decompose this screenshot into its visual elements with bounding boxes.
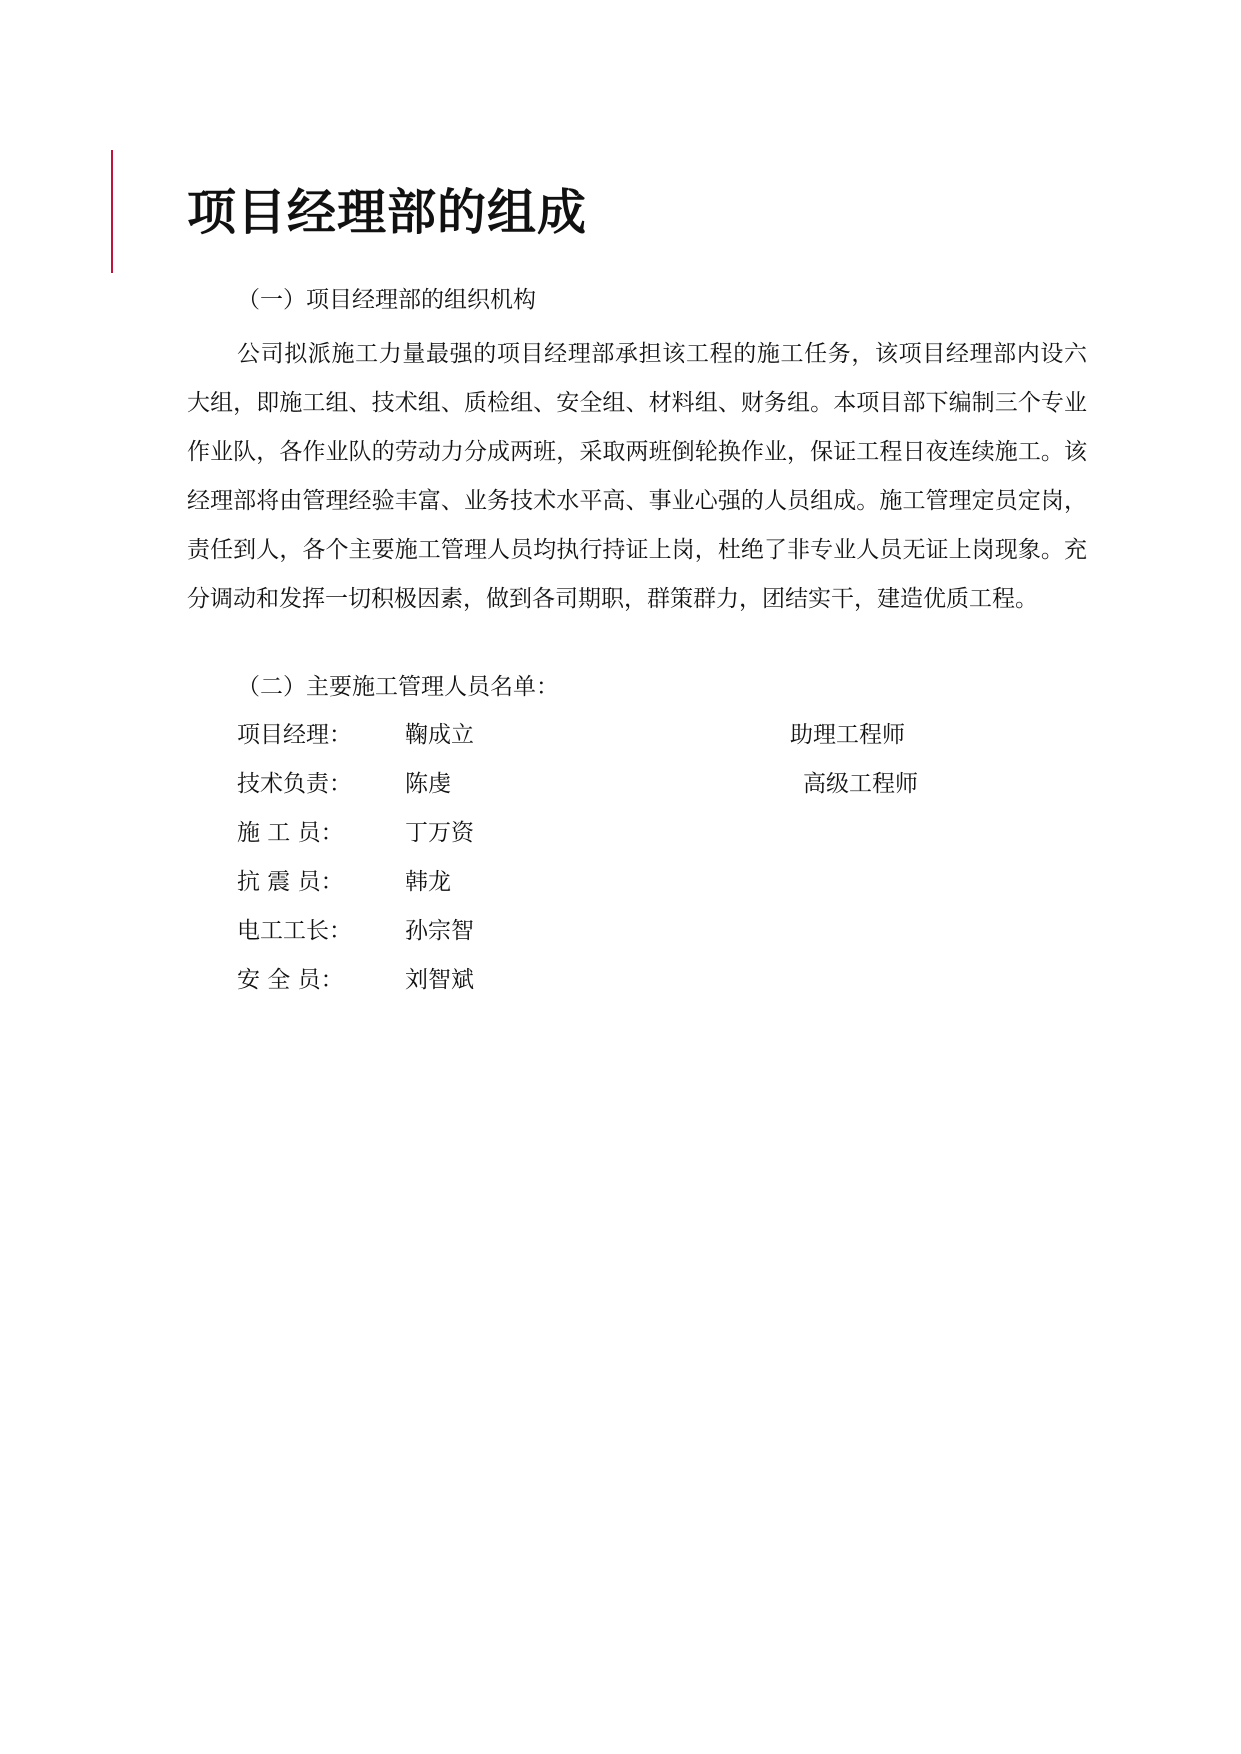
staff-role: 抗 震 员：	[237, 869, 344, 895]
section-heading-staff-list: （二）主要施工管理人员名单：	[237, 674, 559, 700]
staff-grade: 助理工程师	[790, 722, 905, 748]
staff-name: 孙宗智	[405, 918, 474, 944]
margin-accent-rule	[111, 150, 113, 273]
staff-name: 丁万资	[405, 820, 474, 846]
staff-role: 安 全 员：	[237, 967, 344, 993]
staff-name: 韩龙	[405, 869, 451, 895]
section-heading-organization: （一）项目经理部的组织机构	[237, 287, 536, 313]
staff-role: 施 工 员：	[237, 820, 344, 846]
staff-name: 鞠成立	[405, 722, 474, 748]
staff-role: 项目经理：	[237, 722, 352, 748]
staff-row	[0, 813, 1241, 853]
organization-paragraph: 公司拟派施工力量最强的项目经理部承担该工程的施工任务，该项目经理部内设六大组，即施工组、技术组、质检组、安全组、材料组、财务组。本项目部下编制三个专业作业队，各作业队的劳动力分成两班，采取两班倒轮换作业，保证工程日夜连续施工。该经理部将由管理经验丰富、业务技术水平高、事业心强的人员组成。施工管理定员定岗，责任到人，各个主要施工管理人员均执行持证上岗，杜绝了非专业人员无证上岗现象。充分调动和发挥一切积极因素，做到各司期职，群策群力，团结实干，建造优质工程。	[187, 341, 1087, 612]
staff-name: 陈虔	[405, 771, 451, 797]
staff-row	[0, 911, 1241, 951]
staff-row	[0, 960, 1241, 1000]
staff-row	[0, 715, 1241, 755]
staff-row	[0, 764, 1241, 804]
staff-role: 技术负责：	[237, 771, 352, 797]
staff-name: 刘智斌	[405, 967, 474, 993]
page-title: 项目经理部的组成	[187, 184, 588, 241]
staff-role: 电工工长：	[237, 918, 352, 944]
staff-grade: 高级工程师	[803, 771, 918, 797]
staff-row	[0, 862, 1241, 902]
